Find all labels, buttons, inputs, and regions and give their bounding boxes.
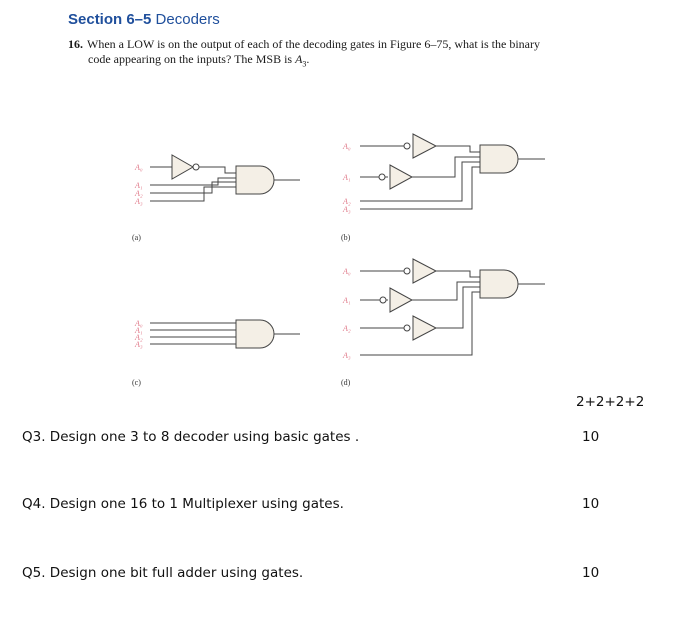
label-a-a1: A₁	[135, 181, 143, 190]
label-c-a3: A₃	[135, 340, 143, 349]
section-number: Section 6–5	[68, 11, 152, 28]
caption-b: (b)	[341, 233, 351, 242]
label-c-a0: A₀	[135, 319, 143, 328]
label-c-a1: A₁	[135, 326, 143, 335]
label-b-a1: A₁	[343, 173, 351, 182]
question-16-line1: When a LOW is on the output of each of the decoding gates in Figure 6–75, what is the binary	[87, 37, 540, 51]
question-5: Q5. Design one bit full adder using gates.	[22, 565, 304, 581]
label-d-a1: A₁	[343, 296, 351, 305]
label-a-a0: A₀	[135, 163, 143, 172]
caption-d: (d)	[341, 378, 351, 387]
question-16-line2: code appearing on the inputs? The MSB is $A_3$.	[88, 52, 310, 69]
caption-c: (c)	[132, 378, 141, 387]
label-b-a2: A₂	[343, 197, 351, 206]
question-4: Q4. Design one 16 to 1 Multiplexer using gates.	[22, 496, 344, 512]
question-16-marks: 2+2+2+2	[576, 394, 645, 410]
section-title: Decoders	[155, 11, 220, 28]
label-b-a3: A₃	[343, 205, 351, 214]
label-d-a3: A₃	[343, 351, 351, 360]
question-4-marks: 10	[582, 496, 600, 512]
label-d-a0: A₀	[343, 267, 351, 276]
question-3-marks: 10	[582, 429, 600, 445]
label-b-a0: A₀	[343, 142, 351, 151]
label-c-a2: A₂	[135, 333, 143, 342]
question-3: Q3. Design one 3 to 8 decoder using basic gates .	[22, 429, 360, 445]
label-d-a2: A₂	[343, 324, 351, 333]
caption-a: (a)	[132, 233, 141, 242]
question-16-number: 16.	[68, 37, 83, 51]
label-a-a2: A₂	[135, 189, 143, 198]
question-5-marks: 10	[582, 565, 600, 581]
label-a-a3: A₃	[135, 197, 143, 206]
